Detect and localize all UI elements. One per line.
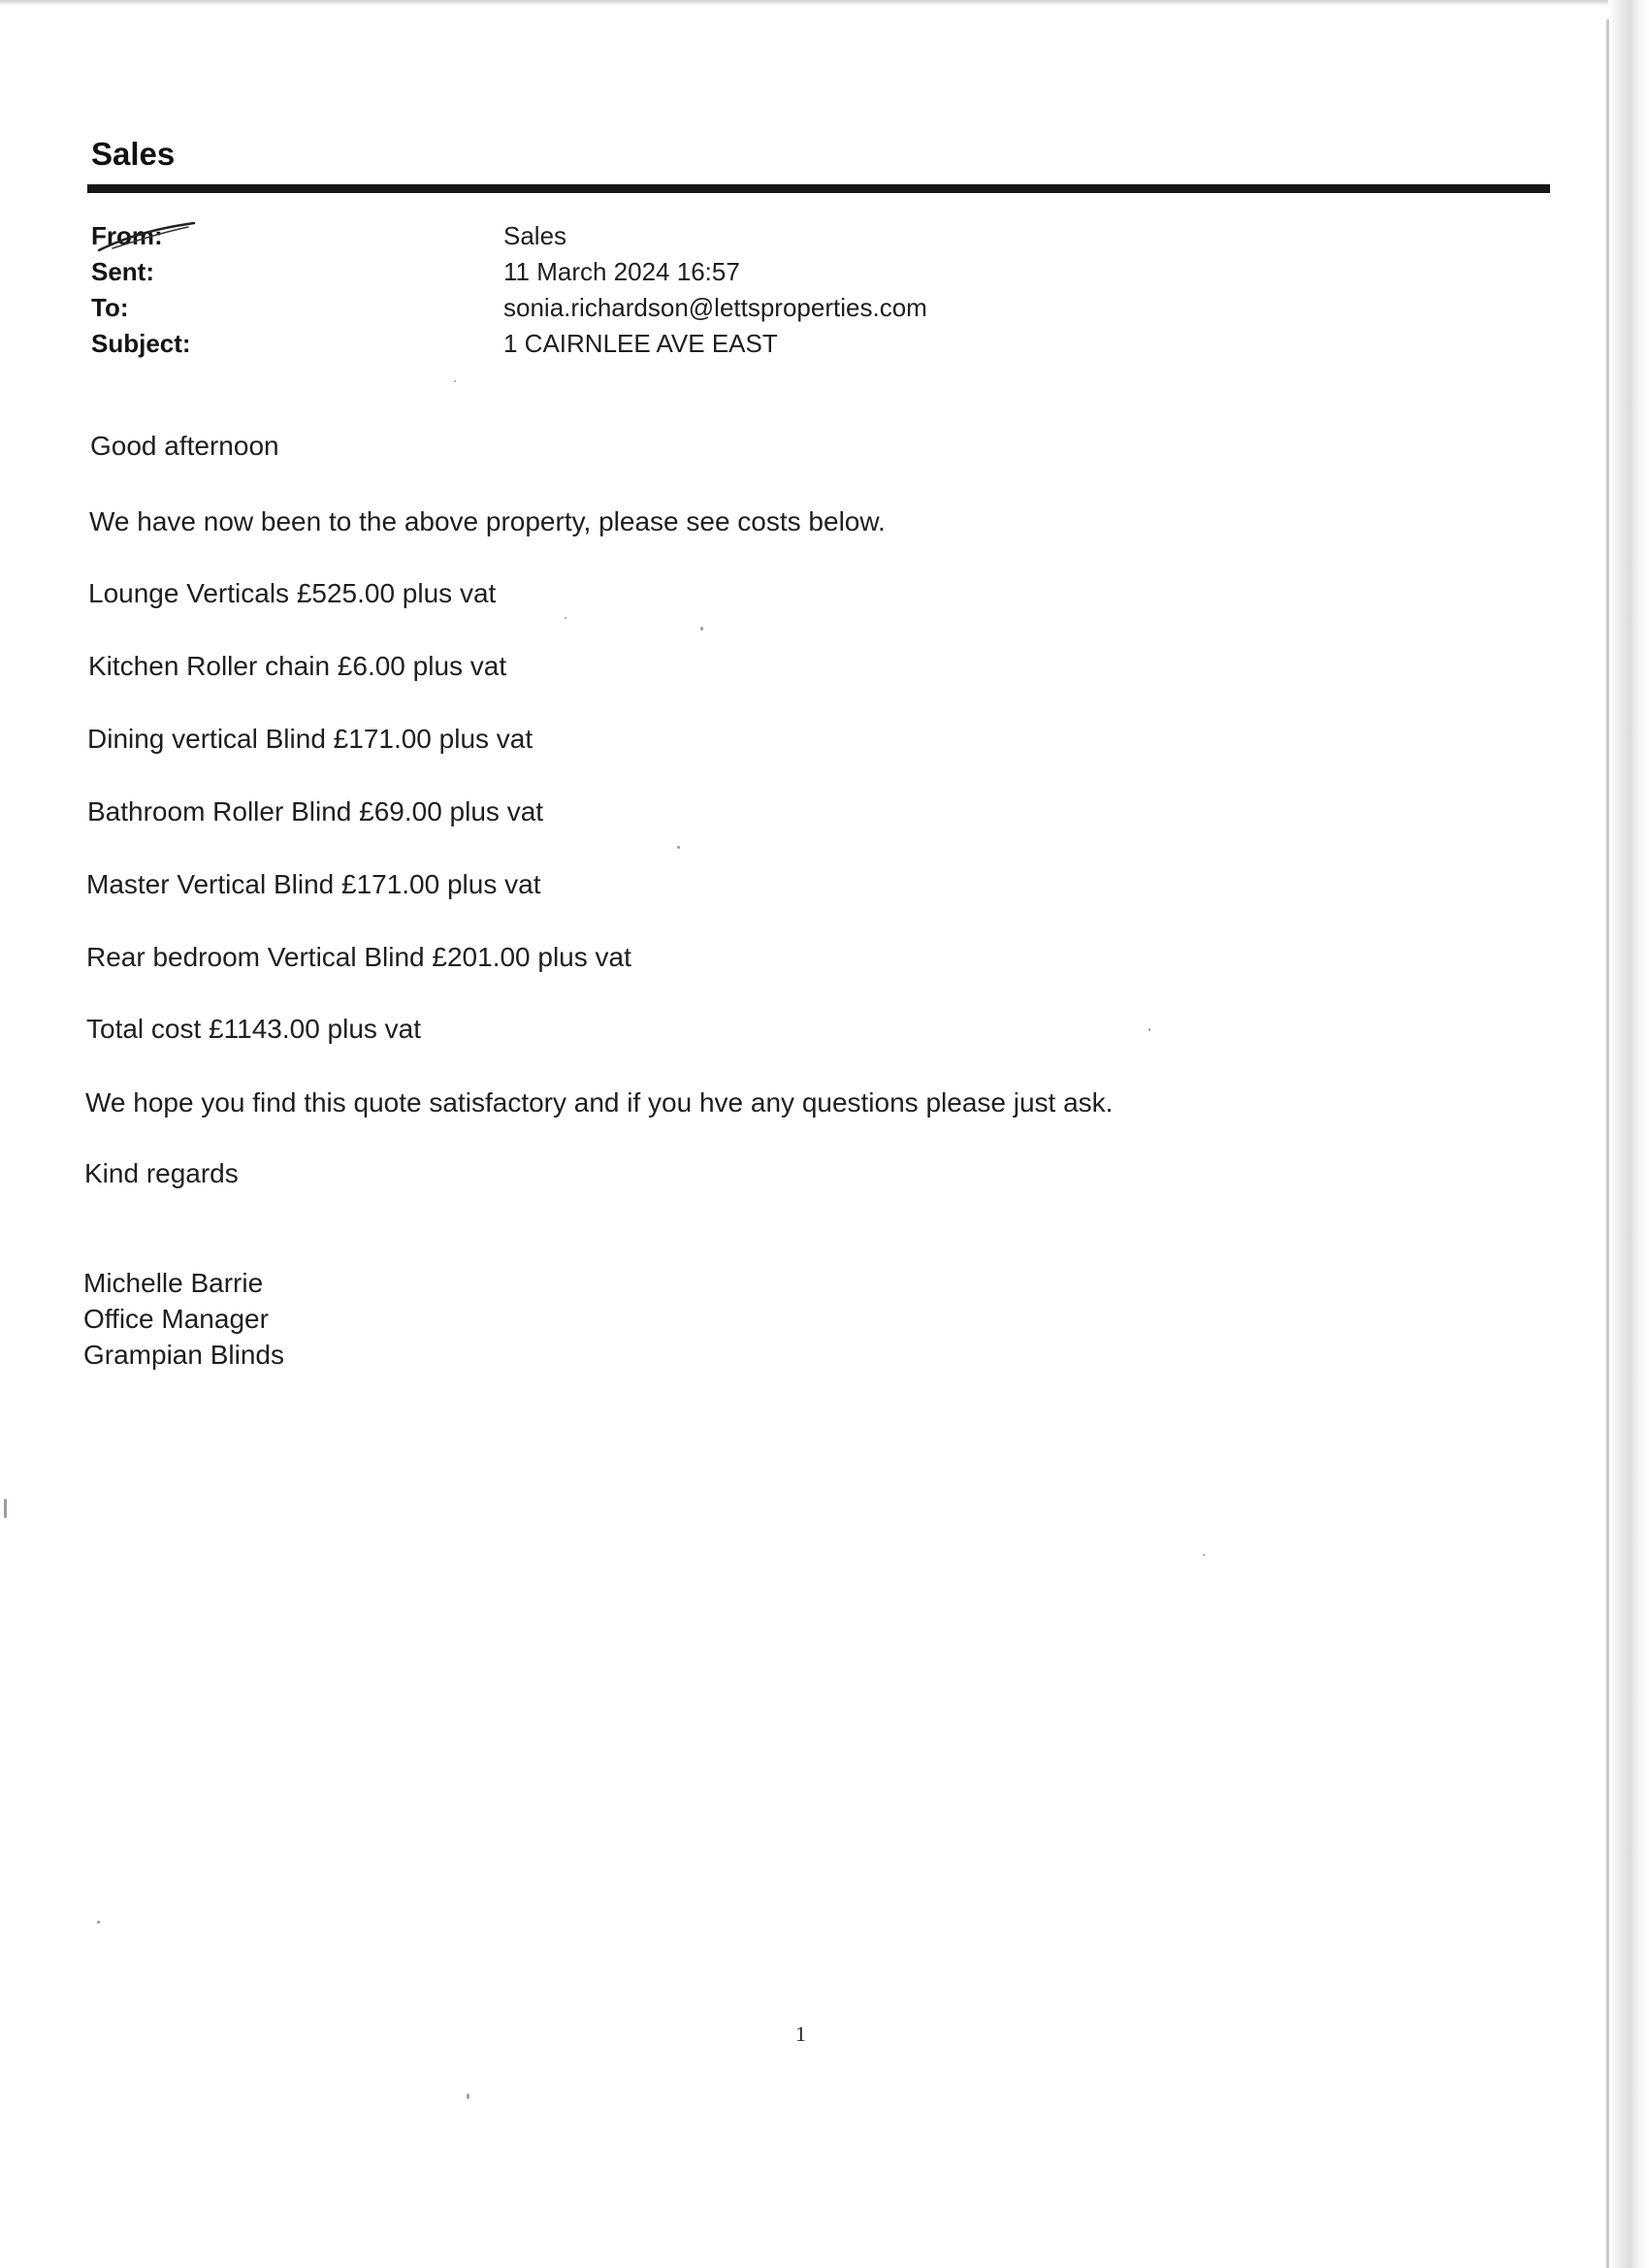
scan-speck: [1148, 1028, 1150, 1031]
cost-item: Dining vertical Blind £171.00 plus vat: [87, 724, 534, 754]
to-value: sonia.richardson@lettsproperties.com: [503, 293, 927, 322]
from-label: From:: [91, 221, 163, 250]
scan-speck: [97, 1921, 100, 1924]
subject-label: Subject:: [91, 329, 191, 358]
heading-rule: [87, 184, 1550, 193]
cost-item: Rear bedroom Vertical Blind £201.00 plus vat: [86, 942, 631, 972]
cost-item: Bathroom Roller Blind £69.00 plus vat: [87, 796, 544, 826]
scan-speck: [454, 380, 456, 382]
cost-item: Master Vertical Blind £171.00 plus vat: [86, 869, 541, 899]
scan-right-line: [1606, 19, 1609, 2268]
scan-speck: [565, 617, 566, 619]
scan-speck: [700, 627, 703, 631]
cost-item: Kitchen Roller chain £6.00 plus vat: [88, 651, 507, 681]
signature-title: Office Manager: [83, 1304, 269, 1334]
email-heading: Sales: [91, 136, 176, 172]
scan-speck: [1203, 1554, 1205, 1556]
signoff: Kind regards: [84, 1158, 239, 1188]
signature-name: Michelle Barrie: [83, 1268, 264, 1298]
closing-line: We hope you find this quote satisfactory and if you hve any questions please just ask.: [85, 1087, 1114, 1118]
to-label: To:: [91, 293, 129, 322]
scan-right-edge: [1608, 0, 1649, 2268]
total-cost: Total cost £1143.00 plus vat: [86, 1014, 422, 1044]
pen-strike-mark: [93, 219, 200, 258]
scan-speck: [467, 2093, 469, 2099]
sent-label: Sent:: [91, 257, 154, 286]
from-value: Sales: [503, 221, 567, 250]
intro-line: We have now been to the above property, please see costs below.: [89, 506, 886, 536]
cost-item: Lounge Verticals £525.00 plus vat: [88, 578, 497, 608]
subject-value: 1 CAIRNLEE AVE EAST: [503, 329, 778, 358]
page-number: 1: [795, 2022, 806, 2046]
sent-value: 11 March 2024 16:57: [503, 257, 740, 286]
signature-company: Grampian Blinds: [83, 1340, 284, 1370]
scan-speck: [677, 846, 680, 849]
greeting: Good afternoon: [90, 431, 279, 461]
scan-top-edge: [0, 0, 1649, 6]
scan-speck: [4, 1499, 7, 1518]
